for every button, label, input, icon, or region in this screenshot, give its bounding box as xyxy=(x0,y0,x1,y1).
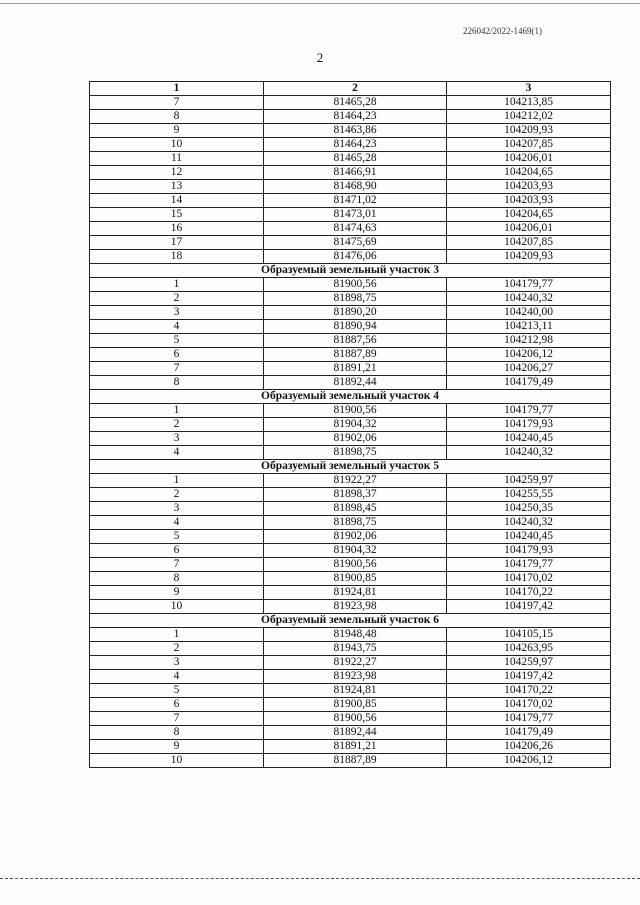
x-coordinate-cell: 81943,75 xyxy=(264,642,447,656)
x-coordinate-cell: 81463,86 xyxy=(264,124,447,138)
table-row xyxy=(90,152,611,166)
table-row xyxy=(90,96,611,110)
table-row xyxy=(90,208,611,222)
x-coordinate-cell: 81892,44 xyxy=(264,726,447,740)
y-coordinate-cell: 104206,12 xyxy=(447,348,611,362)
top-rule xyxy=(0,3,640,4)
x-coordinate-cell: 81473,01 xyxy=(264,208,447,222)
point-number-cell: 9 xyxy=(90,740,264,754)
x-coordinate-cell: 81922,27 xyxy=(264,656,447,670)
column-header: 2 xyxy=(264,82,447,96)
section-header-row xyxy=(90,264,611,278)
point-number-cell: 8 xyxy=(90,726,264,740)
x-coordinate-cell: 81902,06 xyxy=(264,530,447,544)
point-number-cell: 4 xyxy=(90,320,264,334)
section-title: Образуемый земельный участок 5 xyxy=(90,460,611,474)
x-coordinate-cell: 81466,91 xyxy=(264,166,447,180)
point-number-cell: 12 xyxy=(90,166,264,180)
table-row xyxy=(90,404,611,418)
x-coordinate-cell: 81902,06 xyxy=(264,432,447,446)
y-coordinate-cell: 104255,55 xyxy=(447,488,611,502)
y-coordinate-cell: 104206,27 xyxy=(447,362,611,376)
y-coordinate-cell: 104207,85 xyxy=(447,138,611,152)
point-number-cell: 1 xyxy=(90,628,264,642)
point-number-cell: 9 xyxy=(90,586,264,600)
y-coordinate-cell: 104207,85 xyxy=(447,236,611,250)
table-header-row xyxy=(90,82,611,96)
point-number-cell: 15 xyxy=(90,208,264,222)
table-row xyxy=(90,516,611,530)
y-coordinate-cell: 104263,95 xyxy=(447,642,611,656)
x-coordinate-cell: 81900,56 xyxy=(264,712,447,726)
point-number-cell: 5 xyxy=(90,684,264,698)
x-coordinate-cell: 81904,32 xyxy=(264,418,447,432)
section-header-row xyxy=(90,390,611,404)
y-coordinate-cell: 104240,32 xyxy=(447,516,611,530)
x-coordinate-cell: 81898,45 xyxy=(264,502,447,516)
x-coordinate-cell: 81898,37 xyxy=(264,488,447,502)
x-coordinate-cell: 81924,81 xyxy=(264,684,447,698)
y-coordinate-cell: 104179,49 xyxy=(447,726,611,740)
point-number-cell: 7 xyxy=(90,362,264,376)
table-row xyxy=(90,628,611,642)
point-number-cell: 14 xyxy=(90,194,264,208)
point-number-cell: 1 xyxy=(90,278,264,292)
section-title: Образуемый земельный участок 6 xyxy=(90,614,611,628)
x-coordinate-cell: 81465,28 xyxy=(264,96,447,110)
x-coordinate-cell: 81904,32 xyxy=(264,544,447,558)
x-coordinate-cell: 81923,98 xyxy=(264,600,447,614)
table-row xyxy=(90,712,611,726)
point-number-cell: 4 xyxy=(90,670,264,684)
x-coordinate-cell: 81476,06 xyxy=(264,250,447,264)
table-row xyxy=(90,278,611,292)
y-coordinate-cell: 104203,93 xyxy=(447,180,611,194)
y-coordinate-cell: 104170,02 xyxy=(447,572,611,586)
point-number-cell: 2 xyxy=(90,488,264,502)
x-coordinate-cell: 81471,02 xyxy=(264,194,447,208)
x-coordinate-cell: 81900,56 xyxy=(264,558,447,572)
point-number-cell: 10 xyxy=(90,600,264,614)
x-coordinate-cell: 81892,44 xyxy=(264,376,447,390)
table-row xyxy=(90,558,611,572)
y-coordinate-cell: 104179,77 xyxy=(447,404,611,418)
table-row xyxy=(90,502,611,516)
table-row xyxy=(90,334,611,348)
table-row xyxy=(90,166,611,180)
point-number-cell: 7 xyxy=(90,558,264,572)
point-number-cell: 8 xyxy=(90,110,264,124)
x-coordinate-cell: 81898,75 xyxy=(264,446,447,460)
table-row xyxy=(90,250,611,264)
point-number-cell: 6 xyxy=(90,544,264,558)
y-coordinate-cell: 104250,35 xyxy=(447,502,611,516)
table-row xyxy=(90,222,611,236)
table-row xyxy=(90,656,611,670)
table-row xyxy=(90,236,611,250)
point-number-cell: 3 xyxy=(90,502,264,516)
x-coordinate-cell: 81924,81 xyxy=(264,586,447,600)
y-coordinate-cell: 104179,77 xyxy=(447,558,611,572)
point-number-cell: 1 xyxy=(90,474,264,488)
point-number-cell: 9 xyxy=(90,124,264,138)
table-row xyxy=(90,572,611,586)
bottom-rule xyxy=(0,878,640,879)
point-number-cell: 17 xyxy=(90,236,264,250)
y-coordinate-cell: 104170,02 xyxy=(447,698,611,712)
y-coordinate-cell: 104206,26 xyxy=(447,740,611,754)
point-number-cell: 4 xyxy=(90,516,264,530)
y-coordinate-cell: 104197,42 xyxy=(447,670,611,684)
point-number-cell: 10 xyxy=(90,138,264,152)
y-coordinate-cell: 104209,93 xyxy=(447,250,611,264)
x-coordinate-cell: 81900,56 xyxy=(264,278,447,292)
table-row xyxy=(90,362,611,376)
table-row xyxy=(90,110,611,124)
y-coordinate-cell: 104204,65 xyxy=(447,166,611,180)
y-coordinate-cell: 104179,77 xyxy=(447,712,611,726)
page-number: 2 xyxy=(316,50,324,65)
x-coordinate-cell: 81890,20 xyxy=(264,306,447,320)
x-coordinate-cell: 81464,23 xyxy=(264,110,447,124)
table-row xyxy=(90,418,611,432)
table-row xyxy=(90,740,611,754)
table-row xyxy=(90,642,611,656)
table-row xyxy=(90,320,611,334)
point-number-cell: 7 xyxy=(90,96,264,110)
section-title: Образуемый земельный участок 4 xyxy=(90,390,611,404)
x-coordinate-cell: 81474,63 xyxy=(264,222,447,236)
table-body xyxy=(90,96,611,768)
point-number-cell: 18 xyxy=(90,250,264,264)
y-coordinate-cell: 104179,77 xyxy=(447,278,611,292)
table-row xyxy=(90,754,611,768)
point-number-cell: 3 xyxy=(90,656,264,670)
table-row xyxy=(90,586,611,600)
x-coordinate-cell: 81891,21 xyxy=(264,362,447,376)
point-number-cell: 8 xyxy=(90,572,264,586)
table-row xyxy=(90,446,611,460)
table-row xyxy=(90,194,611,208)
table-row xyxy=(90,138,611,152)
point-number-cell: 5 xyxy=(90,334,264,348)
column-header: 3 xyxy=(447,82,611,96)
x-coordinate-cell: 81898,75 xyxy=(264,292,447,306)
x-coordinate-cell: 81900,85 xyxy=(264,698,447,712)
point-number-cell: 8 xyxy=(90,376,264,390)
point-number-cell: 2 xyxy=(90,292,264,306)
table-row xyxy=(90,124,611,138)
table-row xyxy=(90,726,611,740)
x-coordinate-cell: 81887,89 xyxy=(264,348,447,362)
x-coordinate-cell: 81923,98 xyxy=(264,670,447,684)
table-row xyxy=(90,306,611,320)
y-coordinate-cell: 104206,01 xyxy=(447,222,611,236)
x-coordinate-cell: 81900,85 xyxy=(264,572,447,586)
y-coordinate-cell: 104212,02 xyxy=(447,110,611,124)
y-coordinate-cell: 104179,49 xyxy=(447,376,611,390)
table-row xyxy=(90,180,611,194)
y-coordinate-cell: 104259,97 xyxy=(447,656,611,670)
x-coordinate-cell: 81922,27 xyxy=(264,474,447,488)
section-header-row xyxy=(90,460,611,474)
y-coordinate-cell: 104179,93 xyxy=(447,544,611,558)
point-number-cell: 5 xyxy=(90,530,264,544)
point-number-cell: 2 xyxy=(90,642,264,656)
table-row xyxy=(90,530,611,544)
table-row xyxy=(90,684,611,698)
y-coordinate-cell: 104197,42 xyxy=(447,600,611,614)
y-coordinate-cell: 104240,45 xyxy=(447,530,611,544)
point-number-cell: 3 xyxy=(90,306,264,320)
x-coordinate-cell: 81898,75 xyxy=(264,516,447,530)
y-coordinate-cell: 104206,01 xyxy=(447,152,611,166)
y-coordinate-cell: 104240,00 xyxy=(447,306,611,320)
table-row xyxy=(90,348,611,362)
y-coordinate-cell: 104179,93 xyxy=(447,418,611,432)
point-number-cell: 10 xyxy=(90,754,264,768)
x-coordinate-cell: 81891,21 xyxy=(264,740,447,754)
y-coordinate-cell: 104213,85 xyxy=(447,96,611,110)
table-row xyxy=(90,544,611,558)
x-coordinate-cell: 81900,56 xyxy=(264,404,447,418)
y-coordinate-cell: 104212,98 xyxy=(447,334,611,348)
document-number: 226042/2022-1469(1) xyxy=(463,26,542,36)
x-coordinate-cell: 81890,94 xyxy=(264,320,447,334)
y-coordinate-cell: 104204,65 xyxy=(447,208,611,222)
table-row xyxy=(90,474,611,488)
coordinates-table xyxy=(89,81,611,768)
y-coordinate-cell: 104170,22 xyxy=(447,586,611,600)
table-row xyxy=(90,600,611,614)
y-coordinate-cell: 104240,45 xyxy=(447,432,611,446)
y-coordinate-cell: 104203,93 xyxy=(447,194,611,208)
table-row xyxy=(90,698,611,712)
y-coordinate-cell: 104240,32 xyxy=(447,446,611,460)
x-coordinate-cell: 81887,56 xyxy=(264,334,447,348)
point-number-cell: 13 xyxy=(90,180,264,194)
table-row xyxy=(90,376,611,390)
y-coordinate-cell: 104105,15 xyxy=(447,628,611,642)
y-coordinate-cell: 104259,97 xyxy=(447,474,611,488)
point-number-cell: 4 xyxy=(90,446,264,460)
point-number-cell: 6 xyxy=(90,698,264,712)
x-coordinate-cell: 81468,90 xyxy=(264,180,447,194)
column-header: 1 xyxy=(90,82,264,96)
table-row xyxy=(90,488,611,502)
y-coordinate-cell: 104213,11 xyxy=(447,320,611,334)
point-number-cell: 6 xyxy=(90,348,264,362)
table-row xyxy=(90,670,611,684)
x-coordinate-cell: 81887,89 xyxy=(264,754,447,768)
y-coordinate-cell: 104170,22 xyxy=(447,684,611,698)
y-coordinate-cell: 104209,93 xyxy=(447,124,611,138)
y-coordinate-cell: 104206,12 xyxy=(447,754,611,768)
point-number-cell: 7 xyxy=(90,712,264,726)
table-row xyxy=(90,292,611,306)
section-title: Образуемый земельный участок 3 xyxy=(90,264,611,278)
point-number-cell: 2 xyxy=(90,418,264,432)
point-number-cell: 11 xyxy=(90,152,264,166)
point-number-cell: 3 xyxy=(90,432,264,446)
x-coordinate-cell: 81948,48 xyxy=(264,628,447,642)
point-number-cell: 16 xyxy=(90,222,264,236)
x-coordinate-cell: 81465,28 xyxy=(264,152,447,166)
section-header-row xyxy=(90,614,611,628)
x-coordinate-cell: 81464,23 xyxy=(264,138,447,152)
point-number-cell: 1 xyxy=(90,404,264,418)
y-coordinate-cell: 104240,32 xyxy=(447,292,611,306)
table-row xyxy=(90,432,611,446)
x-coordinate-cell: 81475,69 xyxy=(264,236,447,250)
